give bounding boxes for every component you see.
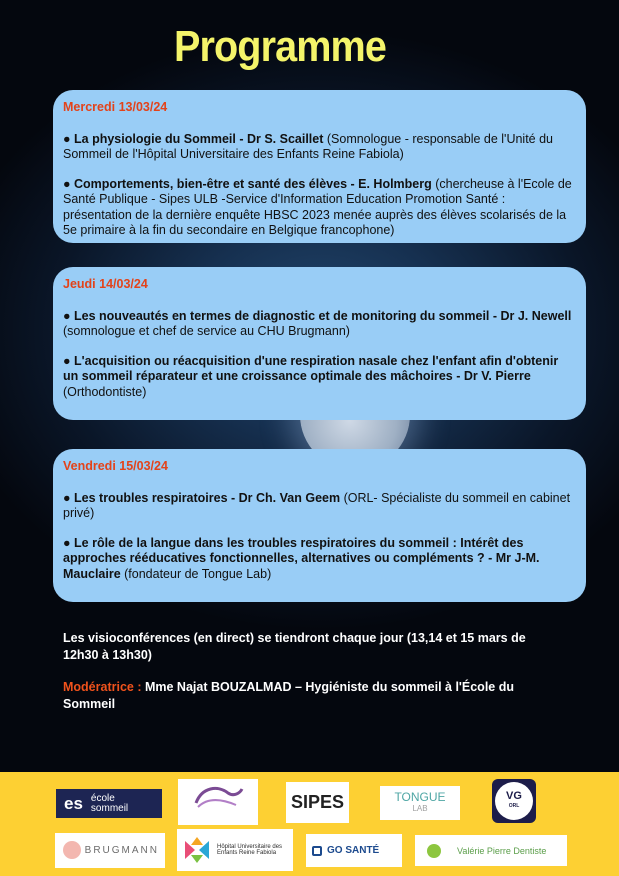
go-sante-cross-icon — [312, 846, 322, 856]
talk-title: ● Le rôle de la langue dans les troubles respiratoires du sommeil : Intérêt des approches rééducatives fonctionnelles, alternatives ou compléments ? - Mr J-M. Mauclaire — [63, 535, 540, 581]
page-title: Programme — [173, 22, 386, 71]
talk-item — [63, 536, 574, 583]
talk-title: ● L'acquisition ou réacquisition d'une respiration nasale chez l'enfant afin d'obtenir un sommeil réparateur et une croissance optimale des mâchoires - Dr V. Pierre — [63, 353, 559, 383]
tongue-lab-text: LAB — [412, 804, 428, 813]
ecole-sommeil-logo — [56, 789, 162, 818]
ecole-line1: école — [90, 792, 115, 804]
day-card-wednesday — [53, 90, 586, 243]
talk-title: ● La physiologie du Sommeil - Dr S. Scaillet — [63, 131, 324, 146]
go-sante-logo — [306, 834, 402, 867]
talk-title: ● Comportements, bien-être et santé des élèves - E. Holmberg — [63, 176, 432, 191]
visio-info: Les visioconférences (en direct) se tiendront chaque jour (13,14 et 15 mars de 12h30 à 13h30) — [63, 631, 526, 662]
vg-orl-logo — [492, 779, 536, 823]
talk-detail: (ORL- Spécialiste du sommeil en cabinet privé) — [63, 490, 571, 520]
vg-logo-circle — [495, 782, 533, 820]
ecole-es-mark: es — [64, 793, 83, 813]
talk-item — [63, 177, 574, 239]
talk-item — [63, 132, 574, 163]
ecole-line2: sommeil — [90, 802, 129, 814]
ecole-logo-text — [91, 794, 128, 814]
moderator-info — [63, 679, 563, 713]
day-card-friday — [53, 449, 586, 602]
talk-detail: (chercheuse à l'Ecole de Santé Publique - Sipes ULB -Service d'Information Education Promotion Santé : présentation de la dernière enquête HBSC 2023 menée auprès des élèves scolarisés de la 5e primaire à la fin du secondaire en Belgique francophone) — [63, 176, 572, 237]
valerie-logo-text: Valérie Pierre Dentiste — [457, 845, 547, 856]
talk-detail: (somnologue et chef de service au CHU Brugmann) — [63, 324, 350, 338]
talk-title: ● Les nouveautés en termes de diagnostic et de monitoring du sommeil - Dr J. Newell — [63, 308, 572, 323]
talk-item — [63, 491, 574, 522]
apple-icon — [427, 844, 441, 858]
day-date: Vendredi 15/03/24 — [63, 459, 168, 473]
talk-item — [63, 309, 574, 340]
sipes-logo-text: SIPES — [290, 792, 345, 812]
talk-title: ● Les troubles respiratoires - Dr Ch. Van Geem — [63, 490, 341, 505]
day-card-thursday — [53, 267, 586, 420]
talk-detail: (Orthodontiste) — [63, 384, 147, 399]
sleep-association-logo — [178, 779, 258, 825]
go-sante-logo-text: GO SANTÉ — [327, 845, 380, 856]
hopital-mark-icon — [183, 837, 211, 863]
moderator-label: Modératrice : — [63, 680, 142, 694]
sipes-logo — [286, 782, 349, 823]
talk-detail: (fondateur de Tongue Lab) — [120, 566, 272, 581]
hopital-logo-text: Hôpital Universitaire des Enfants Reine Fabiola — [217, 844, 283, 856]
valerie-pierre-logo — [415, 835, 567, 866]
brugmann-logo — [55, 833, 165, 868]
tongue-lab-logo — [380, 786, 460, 820]
vg-logo-text: VG — [506, 790, 522, 802]
talk-item — [63, 354, 574, 401]
hopital-fabiola-logo — [177, 829, 293, 871]
tongue-logo-text: TONGUE — [394, 790, 446, 804]
brugmann-logo-text: BRUGMANN — [84, 845, 159, 856]
moderator-text: Mme Najat BOUZALMAD – Hygiéniste du sommeil à l'École du Sommeil — [63, 680, 514, 711]
brugmann-dot-icon — [63, 841, 81, 859]
day-date: Jeudi 14/03/24 — [63, 277, 148, 291]
talk-detail: (Somnologue - responsable de l'Unité du Sommeil de l'Hôpital Universitaire des Enfants Reine Fabiola) — [63, 131, 553, 161]
vg-orl-text: ORL — [508, 803, 520, 809]
day-date: Mercredi 13/03/24 — [63, 100, 168, 114]
sleep-association-mark-icon — [188, 783, 248, 813]
